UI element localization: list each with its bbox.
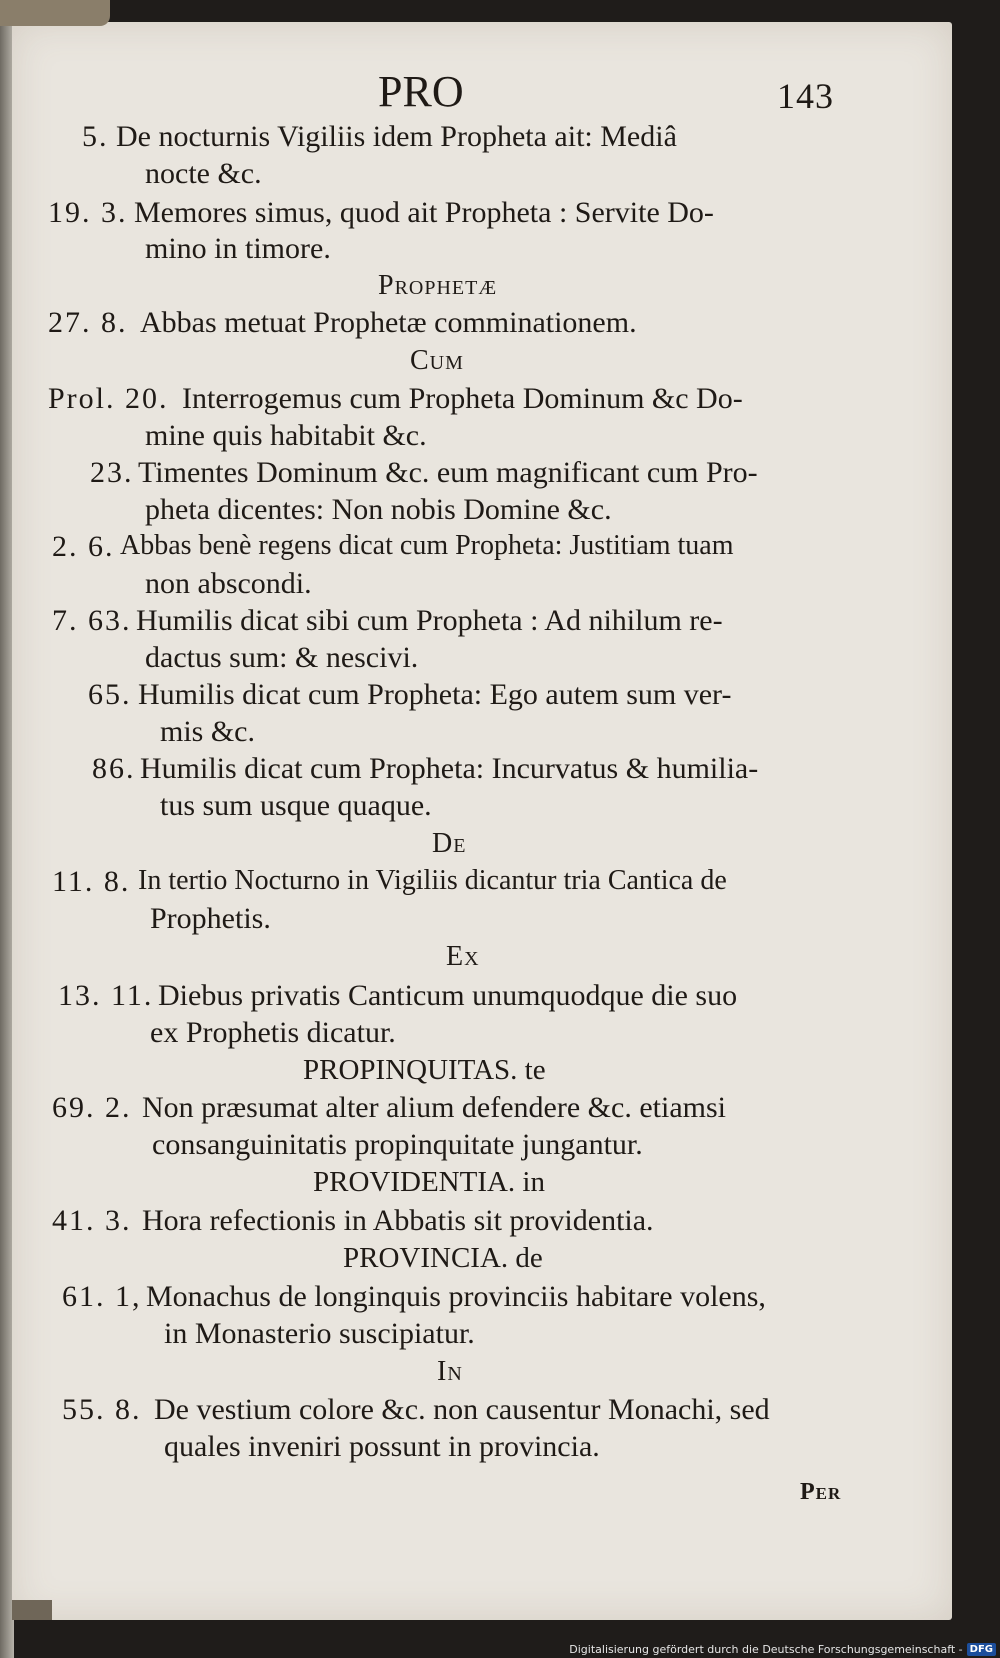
section-heading: PROPINQUITAS. te (303, 1054, 546, 1086)
reference-number: 41. 3. (52, 1204, 132, 1237)
entry-line: In tertio Nocturno in Vigiliis dicantur tria Cantica de (138, 865, 727, 896)
section-heading: Ex (446, 941, 480, 972)
entry-line: dactus sum: & nescivi. (145, 641, 419, 674)
entry-line: Abbas metuat Prophetæ comminationem. (140, 306, 637, 339)
funding-credit-bar (569, 1641, 1000, 1658)
entry-line: Diebus privatis Canticum unumquodque die suo (158, 979, 738, 1012)
running-head: PRO (378, 67, 464, 116)
reference-number: 7. 63. (52, 604, 132, 637)
entry-line: mine quis habitabit &c. (145, 419, 427, 452)
entry-line: Interrogemus cum Propheta Dominum &c Do- (182, 382, 743, 415)
catchword: Per (800, 1479, 842, 1505)
entry-line: pheta dicentes: Non nobis Domine &c. (145, 493, 612, 526)
reference-number: 13. 11. (58, 979, 154, 1012)
entry-line: Timentes Dominum &c. eum magnificant cum Pro- (138, 456, 758, 489)
entry-line: De nocturnis Vigiliis idem Propheta ait: Mediâ (116, 120, 677, 153)
entry-line: Humilis dicat cum Propheta: Incurvatus & humilia- (140, 752, 759, 785)
entry-line: mis &c. (160, 715, 255, 748)
entry-line: non abscondi. (145, 567, 312, 600)
entry-line: quales inveniri possunt in provincia. (164, 1430, 600, 1463)
reference-number: 86. (92, 752, 136, 785)
entry-line: ex Prophetis dicatur. (150, 1016, 396, 1049)
entry-line: Hora refectionis in Abbatis sit providentia. (142, 1204, 654, 1237)
reference-number: 2. 6. (52, 530, 115, 563)
entry-line: consanguinitatis propinquitate jungantur. (152, 1128, 643, 1161)
reference-number: 5. (82, 120, 109, 153)
entry-line: Humilis dicat cum Propheta: Ego autem sum ver- (138, 678, 732, 711)
reference-number: 23. (90, 456, 134, 489)
entry-line: nocte &c. (145, 157, 262, 190)
page-corner-bottom (12, 1600, 52, 1620)
entry-line: Non præsumat alter alium defendere &c. etiamsi (142, 1091, 726, 1124)
section-heading: PROVIDENTIA. in (313, 1166, 545, 1198)
entry-line: Prophetis. (150, 902, 271, 935)
entry-line: Abbas benè regens dicat cum Propheta: Justitiam tuam (120, 530, 734, 561)
section-heading: De (432, 828, 467, 859)
entry-line: mino in timore. (145, 232, 331, 265)
reference-number: 55. 8. (62, 1393, 142, 1426)
section-heading: PROVINCIA. de (343, 1242, 543, 1274)
reference-number: 61. 1, (62, 1280, 142, 1313)
reference-number: 27. 8. (48, 306, 128, 339)
section-heading: In (437, 1356, 463, 1387)
section-heading: Cum (410, 345, 464, 376)
entry-line: tus sum usque quaque. (160, 789, 432, 822)
reference-number: 69. 2. (52, 1091, 132, 1124)
dfg-logo: DFG (967, 1643, 996, 1656)
entry-line: Memores simus, quod ait Propheta : Servite Do- (134, 196, 714, 229)
page-corner-top (0, 0, 110, 26)
reference-number: 65. (88, 678, 132, 711)
entry-line: Humilis dicat sibi cum Propheta : Ad nihilum re- (136, 604, 723, 637)
entry-line: De vestium colore &c. non causentur Monachi, sed (154, 1393, 770, 1426)
entry-line: Monachus de longinquis provinciis habitare volens, (146, 1280, 766, 1313)
reference-number: Prol. 20. (48, 382, 169, 415)
reference-number: 19. 3. (48, 196, 128, 229)
funding-credit-text: Digitalisierung gefördert durch die Deutsche Forschungsgemeinschaft - (569, 1643, 963, 1656)
section-heading: Prophetæ (378, 270, 498, 301)
reference-number: 11. 8. (52, 865, 131, 898)
entry-line: in Monasterio suscipiatur. (164, 1317, 475, 1350)
page-number: 143 (777, 76, 834, 116)
